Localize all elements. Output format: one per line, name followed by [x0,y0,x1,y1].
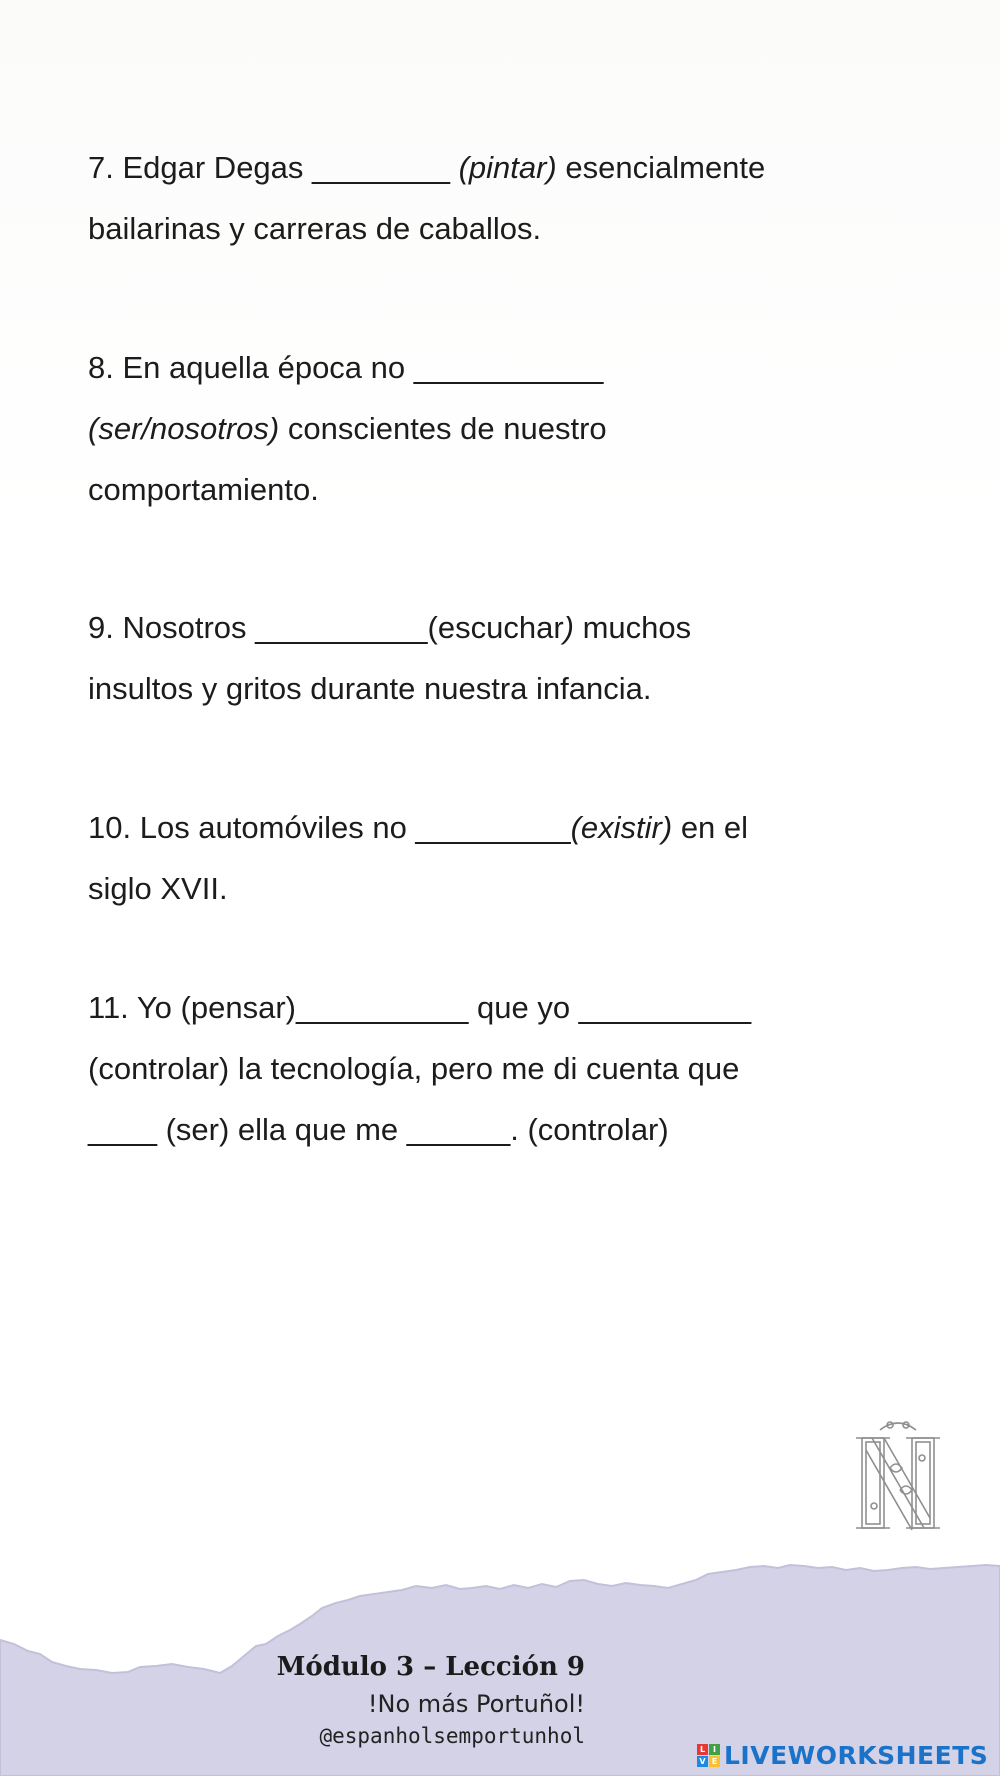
question-7-line-1 [88,137,868,198]
sentence-text: 9. Nosotros __________(escuchar [88,610,564,645]
question-11-line-2 [88,1038,868,1099]
module-lesson-title: Módulo 3 – Lección 9 [276,1652,585,1682]
question-11 [88,977,868,1160]
verb-hint: (existir) [570,810,673,845]
question-9-line-1 [88,597,868,658]
sentence-text: bailarinas y carreras de caballos. [88,211,542,246]
question-11-line-3 [88,1099,868,1160]
question-7 [88,137,868,259]
logo-square: V [697,1756,708,1767]
sentence-text: 8. En aquella época no ___________ [88,350,604,385]
question-9 [88,597,868,719]
question-10-line-1 [88,797,868,858]
sentence-text: esencialmente [556,150,766,185]
logo-square: I [709,1744,720,1755]
sentence-text: (controlar) la tecnología, pero me di cuenta que [88,1051,740,1086]
question-11-line-1 [88,977,868,1038]
question-7-line-2 [88,198,868,259]
question-8 [88,337,868,520]
verb-hint: (ser/nosotros) [88,411,280,446]
question-10-line-2 [88,858,868,919]
social-handle: @espanholsemportunhol [319,1724,585,1748]
sentence-text: en el [672,810,749,845]
question-8-line-2 [88,398,868,459]
verb-hint: ) [563,610,574,645]
sentence-text: ____ (ser) ella que me ______. (controlar) [88,1112,669,1147]
sentence-text: siglo XVII. [88,871,228,906]
liveworksheets-logo-icon [697,1744,720,1767]
sentence-text: insultos y gritos durante nuestra infancia. [88,671,652,706]
verb-hint: (pintar) [458,150,557,185]
sentence-text: 10. Los automóviles no _________ [88,810,571,845]
sentence-text: muchos [573,610,692,645]
logo-square: E [709,1756,720,1767]
sentence-text: comportamiento. [88,472,319,507]
liveworksheets-brand-text: LIVEWORKSHEETS [724,1740,989,1770]
decorative-n-monogram-icon [850,1418,946,1534]
question-9-line-2 [88,658,868,719]
sentence-text: 7. Edgar Degas ________ [88,150,459,185]
logo-square: L [697,1744,708,1755]
slogan: !No más Portuñol! [367,1690,585,1718]
sentence-text: conscientes de nuestro [279,411,607,446]
question-8-line-3 [88,459,868,520]
sentence-text: 11. Yo (pensar)__________ que yo __________ [88,990,752,1025]
question-8-line-1 [88,337,868,398]
question-10 [88,797,868,919]
liveworksheets-branding[interactable] [697,1738,997,1772]
